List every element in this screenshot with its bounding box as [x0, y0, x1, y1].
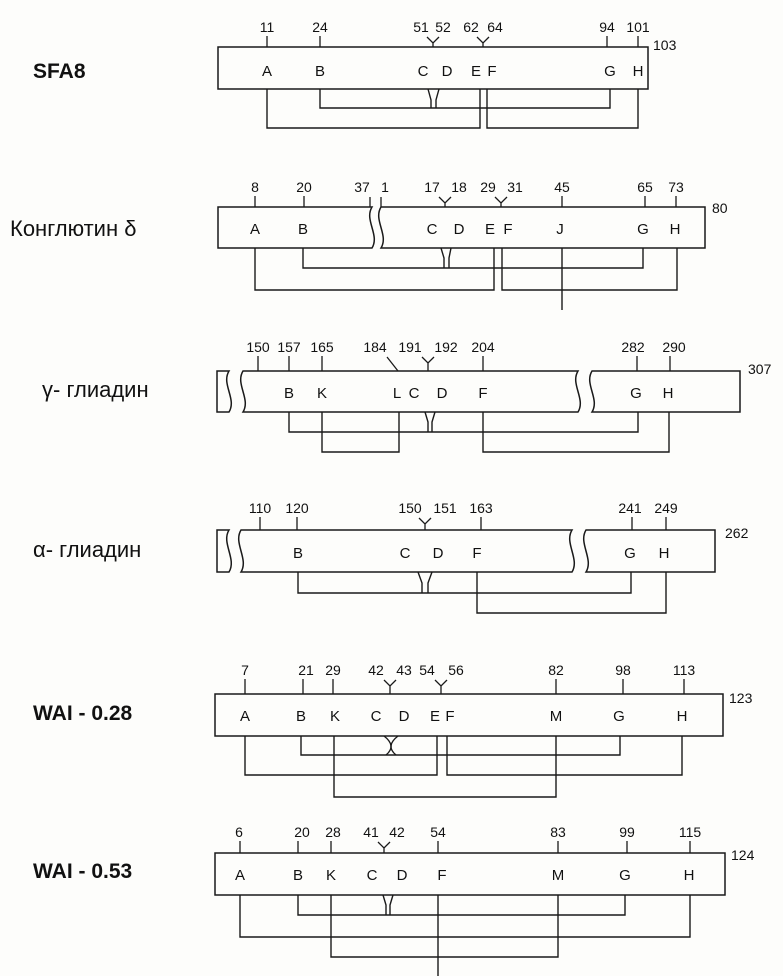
disulfide-bond-line — [502, 248, 677, 290]
cysteine-letter: D — [453, 221, 465, 238]
residue-number: 21 — [298, 662, 314, 678]
cysteine-letter: B — [314, 63, 326, 80]
residue-number: 151 — [433, 500, 457, 516]
cysteine-letter: B — [292, 545, 304, 562]
residue-number: 110 — [248, 500, 272, 516]
residue-number: 45 — [554, 179, 570, 195]
residue-number: 249 — [654, 500, 678, 516]
residue-number: 7 — [241, 662, 249, 678]
residue-number: 94 — [599, 19, 615, 35]
residue-number: 20 — [294, 824, 310, 840]
disulfide-bond-line — [428, 572, 432, 593]
residue-number: 11 — [259, 19, 275, 35]
cysteine-letter: A — [249, 221, 261, 238]
residue-number: 54 — [419, 662, 435, 678]
cysteine-letter: G — [630, 385, 642, 402]
chain-length-number: 262 — [725, 525, 749, 541]
cysteine-letter: L — [392, 385, 402, 402]
cysteine-letter: H — [669, 221, 681, 238]
cysteine-letter: B — [283, 385, 295, 402]
cysteine-letter: G — [604, 63, 616, 80]
residue-number: 37 — [354, 179, 370, 195]
protein-label: SFA8 — [33, 60, 86, 83]
cysteine-letter: K — [325, 867, 337, 884]
cysteine-letter: H — [658, 545, 670, 562]
cysteine-letter: C — [408, 385, 420, 402]
residue-number: 29 — [325, 662, 341, 678]
cysteine-letter: G — [619, 867, 631, 884]
cysteine-letter: K — [316, 385, 328, 402]
residue-number: 56 — [448, 662, 464, 678]
residue-number: 282 — [621, 339, 645, 355]
residue-number: 241 — [618, 500, 642, 516]
disulfide-bond-line — [255, 248, 494, 290]
residue-number: 54 — [430, 824, 446, 840]
residue-number: 150 — [398, 500, 422, 516]
cysteine-letter: D — [436, 385, 448, 402]
sequence-box — [218, 207, 374, 248]
cysteine-letter: F — [445, 708, 455, 725]
disulfide-bond-line — [390, 895, 393, 915]
residue-number: 43 — [396, 662, 412, 678]
cysteine-letter: J — [556, 221, 564, 238]
residue-number: 6 — [235, 824, 243, 840]
disulfide-bond-line — [383, 895, 386, 915]
chain-length-number: 123 — [729, 690, 753, 706]
cysteine-letter: H — [662, 385, 674, 402]
sequence-box — [217, 530, 231, 572]
sequence-box — [584, 530, 715, 572]
residue-number: 41 — [363, 824, 379, 840]
panel-wai-0-53 — [33, 824, 755, 976]
cysteine-letter: B — [295, 708, 307, 725]
residue-number: 31 — [507, 179, 523, 195]
panel-wai-0-28 — [33, 662, 753, 797]
residue-number: 73 — [668, 179, 684, 195]
cysteine-letter: F — [478, 385, 488, 402]
residue-tick — [419, 518, 431, 530]
disulfide-bond-line — [289, 412, 638, 432]
cysteine-letter: D — [441, 63, 453, 80]
cysteine-letter: E — [484, 221, 496, 238]
disulfide-bond-line — [428, 89, 431, 108]
residue-number: 204 — [471, 339, 495, 355]
disulfide-bond-line — [432, 412, 435, 432]
sequence-box — [215, 694, 723, 736]
cysteine-letter: D — [398, 708, 410, 725]
residue-number: 8 — [251, 179, 259, 195]
cysteine-letter: B — [292, 867, 304, 884]
protein-label: WAI - 0.53 — [33, 860, 133, 883]
residue-number: 98 — [615, 662, 631, 678]
disulfide-bond-line — [436, 89, 439, 108]
residue-number: 20 — [296, 179, 312, 195]
cysteine-letter: M — [549, 708, 563, 725]
disulfide-bond-line — [441, 248, 444, 268]
protein-label: Конглютин δ — [10, 216, 137, 241]
disulfide-bond-line — [303, 248, 643, 268]
cysteine-letter: D — [432, 545, 444, 562]
panel-alpha-gliadin — [33, 500, 749, 613]
chain-length-number: 307 — [748, 361, 772, 377]
cysteine-letter: C — [370, 708, 382, 725]
protein-label: WAI - 0.28 — [33, 702, 133, 725]
residue-number: 150 — [246, 339, 270, 355]
chain-length-number: 80 — [712, 200, 728, 216]
residue-number: 18 — [451, 179, 467, 195]
residue-number: 42 — [368, 662, 384, 678]
cysteine-letter: H — [632, 63, 644, 80]
residue-number: 17 — [424, 179, 440, 195]
residue-tick — [422, 357, 434, 371]
residue-number: 101 — [626, 19, 650, 35]
sequence-box — [215, 853, 725, 895]
residue-number: 157 — [277, 339, 301, 355]
disulfide-bond-line — [240, 895, 690, 937]
disulfide-bond-line — [298, 895, 625, 915]
sequence-box — [217, 371, 231, 412]
disulfide-bond-line — [334, 736, 556, 797]
cysteine-letter: F — [487, 63, 497, 80]
residue-tick — [439, 197, 451, 207]
residue-number: 165 — [310, 339, 334, 355]
disulfide-bond-line — [298, 572, 631, 593]
disulfide-bond-line — [384, 736, 391, 755]
residue-number: 1 — [381, 179, 389, 195]
residue-number: 191 — [398, 339, 422, 355]
protein-label: γ- глиадин — [42, 377, 149, 402]
residue-number: 192 — [434, 339, 458, 355]
residue-number: 163 — [469, 500, 493, 516]
panel-sfa8 — [33, 19, 677, 128]
cysteine-letter: A — [234, 867, 246, 884]
cysteine-letter: A — [261, 63, 273, 80]
residue-number: 99 — [619, 824, 635, 840]
residue-number: 62 — [463, 19, 479, 35]
residue-tick — [477, 37, 489, 47]
cysteine-letter: H — [683, 867, 695, 884]
cysteine-letter: B — [297, 221, 309, 238]
residue-number: 290 — [662, 339, 686, 355]
cysteine-letter: H — [676, 708, 688, 725]
cysteine-letter: C — [366, 867, 378, 884]
cysteine-letter: E — [429, 708, 441, 725]
cysteine-letter: E — [470, 63, 482, 80]
sequence-box — [218, 47, 648, 89]
residue-number: 120 — [285, 500, 309, 516]
residue-number: 24 — [312, 19, 328, 35]
disulfide-bond-line — [331, 895, 558, 957]
cysteine-letter: M — [551, 867, 565, 884]
cysteine-letter: D — [396, 867, 408, 884]
residue-tick — [427, 37, 439, 47]
residue-number: 184 — [363, 339, 387, 355]
cysteine-letter: G — [624, 545, 636, 562]
residue-number: 52 — [435, 19, 451, 35]
cysteine-letter: C — [399, 545, 411, 562]
residue-number: 65 — [637, 179, 653, 195]
chain-length-number: 103 — [653, 37, 677, 53]
residue-tick — [378, 842, 390, 853]
cysteine-letter: F — [437, 867, 447, 884]
cysteine-letter: K — [329, 708, 341, 725]
residue-number: 64 — [487, 19, 503, 35]
cysteine-letter: G — [613, 708, 625, 725]
cysteine-letter: A — [239, 708, 251, 725]
residue-number: 29 — [480, 179, 496, 195]
cysteine-letter: F — [472, 545, 482, 562]
panel-conglutin-delta — [10, 179, 728, 310]
residue-tick — [387, 357, 398, 371]
disulfide-bond-line — [320, 89, 610, 108]
residue-tick — [495, 197, 507, 207]
disulfide-bond-line — [301, 736, 620, 755]
residue-number: 113 — [672, 662, 696, 678]
chain-length-number: 124 — [731, 847, 755, 863]
residue-tick — [384, 680, 396, 694]
disulfide-bond-line — [449, 248, 451, 268]
disulfide-bond-line — [425, 412, 428, 432]
residue-number: 42 — [389, 824, 405, 840]
cysteine-letter: G — [637, 221, 649, 238]
protein-label: α- глиадин — [33, 537, 142, 562]
panel-gamma-gliadin — [42, 339, 772, 452]
cysteine-letter: F — [503, 221, 513, 238]
disulfide-bond-line — [418, 572, 422, 593]
residue-number: 51 — [413, 19, 429, 35]
residue-number: 83 — [550, 824, 566, 840]
cysteine-letter: C — [426, 221, 438, 238]
residue-number: 82 — [548, 662, 564, 678]
disulfide-bond-line — [391, 736, 398, 755]
residue-tick — [435, 680, 447, 694]
cysteine-letter: C — [417, 63, 429, 80]
residue-number: 115 — [678, 824, 702, 840]
residue-number: 28 — [325, 824, 341, 840]
